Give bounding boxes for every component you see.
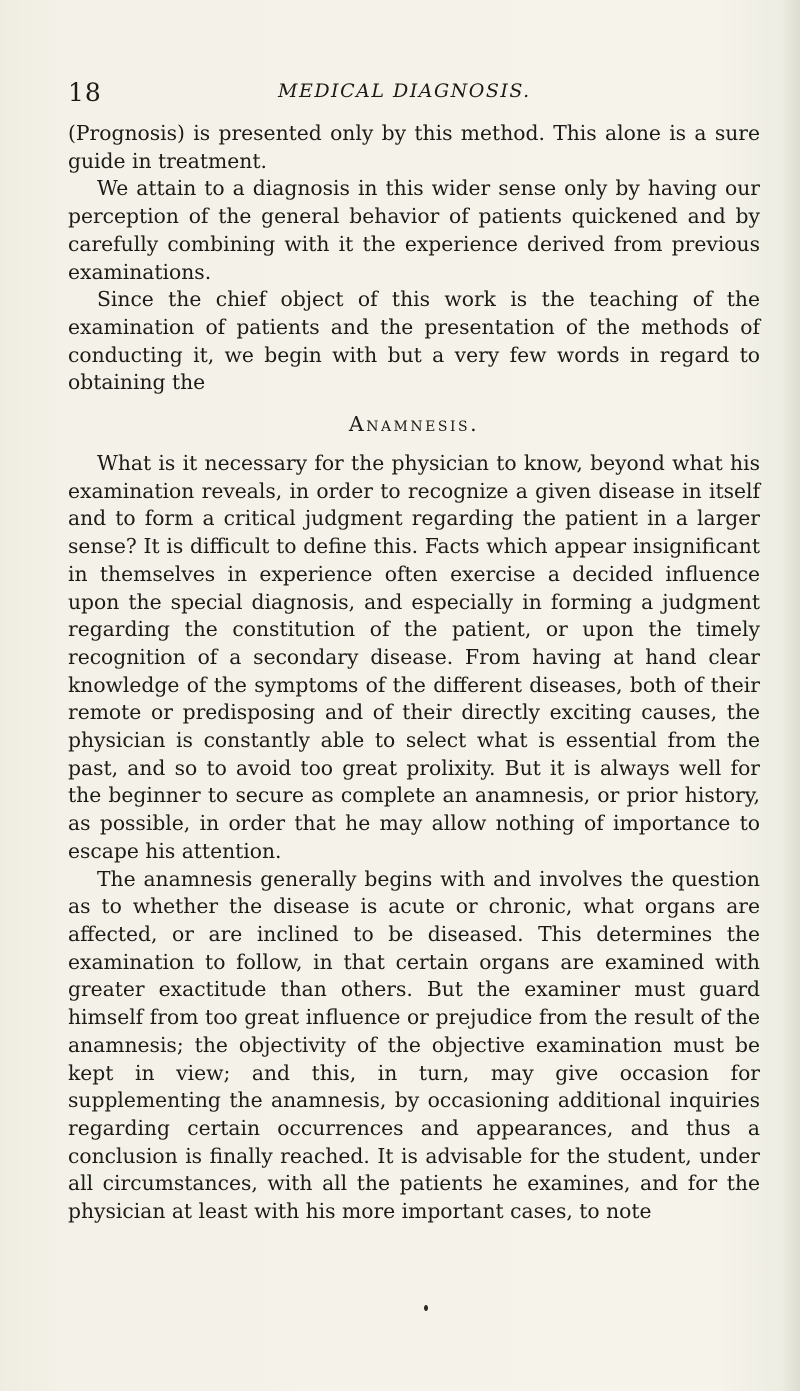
running-head: [68, 78, 728, 106]
ink-speck: [424, 1305, 428, 1311]
paragraph-what-to-know: What is it necessary for the physician to know, beyond what his examination reveals, in order to recognize a given disease in itself and to form a critical judgment regarding the patient in a larger sense? It is difficult to define this. Facts which appear insignificant in themselves in experience often exercise a decided influence upon the special diagnosis, and especially in forming a judgment regarding the constitution of the patient, or upon the timely recognition of a secondary disease. From having at hand clear knowledge of the symptoms of the different diseases, both of their remote or predisposing and of their directly exciting causes, the physician is constantly able to select what is essential from the past, and so to avoid too great prolixity. But it is always well for the beginner to secure as complete an anamnesis, or prior history, as possible, in order that he may allow nothing of importance to escape his attention.: [68, 451, 760, 863]
page-number: 18: [68, 78, 102, 107]
running-title: MEDICAL DIAGNOSIS.: [278, 80, 531, 102]
paragraph-prognosis-continuation: (Prognosis) is presented only by this method. This alone is a sure guide in treatment.: [68, 121, 760, 173]
page-edge-shadow: [782, 0, 800, 1391]
paragraph-wider-sense: We attain to a diagnosis in this wider sense only by having our perception of the general behavior of patients quickened and by carefully combining with it the experience derived from previous examinations.: [68, 176, 760, 284]
paragraph-anamnesis-begins: The anamnesis generally begins with and involves the question as to whether the disease is acute or chronic, what organs are affected, or are inclined to be diseased. This determines the examination to follow, in that certain organs are examined with greater exactitude than others. But the examiner must guard himself from too great influence or prejudice from the result of the anamnesis; the objectivity of the objective examination must be kept in view; and this, in turn, may give occasion for supplementing the anamnesis, by occasioning additional inquiries regarding certain occurrences and appearances, and thus a conclusion is finally reached. It is advisable for the student, under all circumstances, with all the patients he examines, and for the physician at least with his more important cases, to note: [68, 866, 760, 1224]
section-heading-anamnesis: Anamnesis.: [348, 412, 480, 437]
paragraph-chief-object: Since the chief object of this work is the teaching of the examination of patients and the presentation of the methods of conducting it, we begin with but a very few words in regard to obtaining the: [68, 287, 760, 395]
body-text: [68, 120, 760, 1226]
